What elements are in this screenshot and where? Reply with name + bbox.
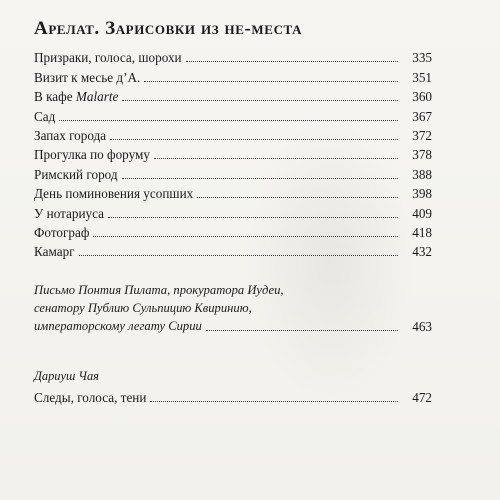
toc-entry-page: 418 xyxy=(412,224,432,240)
toc-entry-page: 372 xyxy=(412,127,432,143)
dot-leader xyxy=(154,158,398,159)
toc-entry-title-italic: Malarte xyxy=(75,89,119,105)
toc-entry xyxy=(34,86,432,105)
toc-entry-title: Следы, голоса, тени xyxy=(34,390,147,405)
toc-entry-page: 335 xyxy=(412,50,432,66)
dot-leader xyxy=(108,217,398,218)
table-of-contents xyxy=(34,47,432,260)
toc-entry-title xyxy=(34,89,122,105)
toc-entry-page: 351 xyxy=(412,69,432,85)
toc-entry xyxy=(34,241,432,260)
letter-title-line: сенатору Публию Сульпицию Квиринию, xyxy=(34,300,252,315)
toc-entry-title: Камарг xyxy=(34,244,75,260)
toc-entry-page: 432 xyxy=(412,244,432,260)
toc-entry-title: День поминовения усопших xyxy=(34,186,194,202)
toc-entry xyxy=(34,183,432,202)
toc-entry-page: 367 xyxy=(412,108,432,124)
toc-entry xyxy=(34,144,432,163)
toc-entry xyxy=(34,222,432,241)
toc-entry-title-prefix: В кафе xyxy=(34,89,76,105)
toc-entry-page: 463 xyxy=(412,319,432,335)
letter-title xyxy=(34,282,432,317)
toc-entry-page: 409 xyxy=(412,205,432,221)
toc-entry-page: 360 xyxy=(412,89,432,105)
section-title: Арелат. Зарисовки из не-места xyxy=(34,18,303,39)
dot-leader xyxy=(186,61,398,62)
dot-leader xyxy=(79,255,398,256)
letter-title-line: Письмо Понтия Пилата, прокуратора Иудеи, xyxy=(34,283,284,297)
dot-leader xyxy=(93,236,398,237)
appendix-entry xyxy=(34,369,432,406)
toc-entry-title: У нотариуса xyxy=(34,205,105,221)
toc-entry xyxy=(34,105,432,124)
toc-entry xyxy=(34,47,432,66)
dot-leader xyxy=(206,330,398,331)
toc-entry xyxy=(34,66,432,85)
toc-entry xyxy=(34,125,432,144)
toc-entry xyxy=(34,386,432,406)
dot-leader xyxy=(150,401,398,402)
toc-entry-page: 388 xyxy=(412,166,432,182)
letter-entry xyxy=(34,282,432,335)
toc-entry xyxy=(34,163,432,182)
dot-leader xyxy=(110,139,398,140)
toc-entry xyxy=(34,317,432,335)
toc-entry-title: Фотограф xyxy=(34,224,90,240)
dot-leader xyxy=(122,178,398,179)
toc-entry-page: 378 xyxy=(412,147,432,163)
toc-entry xyxy=(34,202,432,221)
dot-leader xyxy=(59,120,398,121)
toc-entry-page: 472 xyxy=(412,390,432,405)
toc-entry-title: Римский город xyxy=(34,166,118,182)
letter-title-line: императорскому легату Сирии xyxy=(34,318,202,333)
toc-entry-title: Запах города xyxy=(34,127,107,143)
toc-entry-title: Прогулка по форуму xyxy=(34,147,150,163)
dot-leader xyxy=(144,81,398,82)
toc-entry-title: Сад xyxy=(34,108,56,124)
toc-entry-title: Визит к месье д’А. xyxy=(34,69,141,85)
dot-leader xyxy=(197,197,398,198)
toc-entry-page: 398 xyxy=(412,186,432,202)
dot-leader xyxy=(122,100,398,101)
toc-entry-title: Призраки, голоса, шорохи xyxy=(34,50,182,66)
author-name: Дариуш Чая xyxy=(34,369,99,383)
